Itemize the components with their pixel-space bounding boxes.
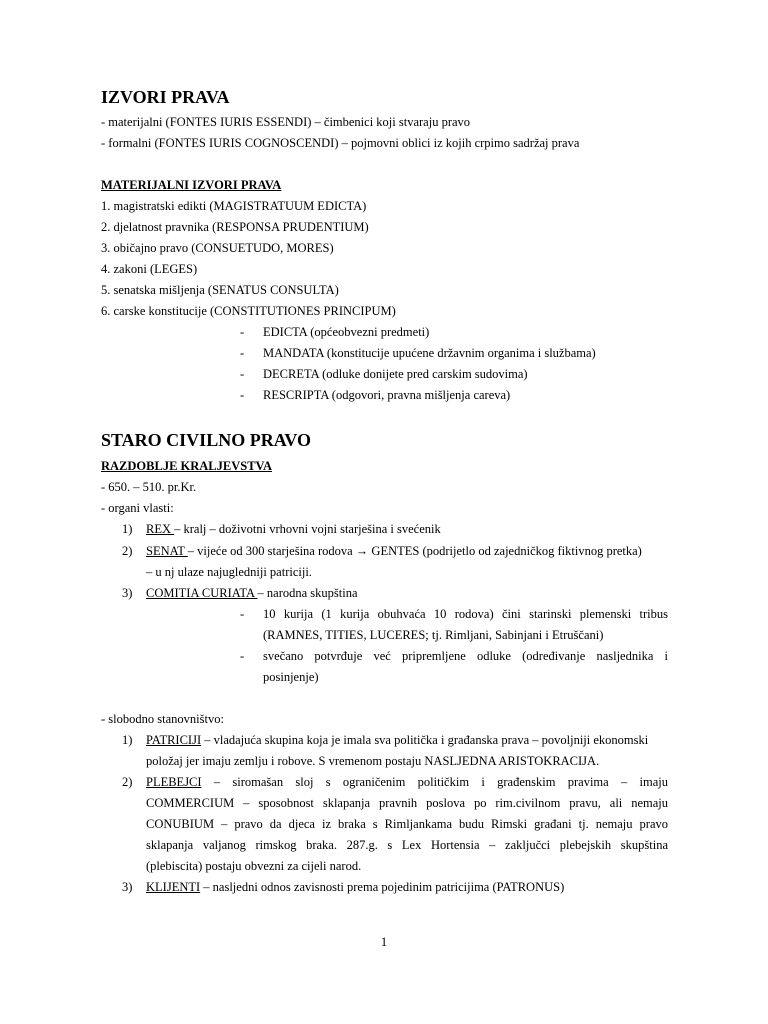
term-description: – narodna skupština — [257, 586, 358, 600]
list-number: 3) — [122, 586, 133, 600]
continuation-line: položaj jer imaju zemlju i robove. S vremenom postaju NASLJEDNA ARISTOKRACIJA. — [146, 754, 600, 768]
text-line: - organi vlasti: — [101, 501, 174, 515]
list-number: 1) — [122, 733, 133, 747]
page-number: 1 — [380, 935, 388, 949]
term: REX — [146, 522, 175, 536]
list-item — [146, 774, 668, 790]
bullet-dash: - — [240, 346, 245, 360]
list-number: 1) — [122, 522, 133, 536]
text-line: - formalni (FONTES IURIS COGNOSCENDI) – pojmovni oblici iz kojih crpimo sadržaj prava — [101, 136, 580, 150]
bullet-dash: - — [240, 649, 245, 663]
sub-list-item: RESCRIPTA (odgovori, pravna mišljenja careva) — [263, 388, 511, 402]
sub-list-item: EDICTA (općeobvezni predmeti) — [263, 325, 430, 339]
list-number: 2) — [122, 775, 133, 789]
section-title-izvori-prava: IZVORI PRAVA — [101, 87, 230, 107]
sub-list-item: svečano potvrđuje već pripremljene odluke (određivanje nasljednika i — [263, 649, 668, 663]
list-item: 2. djelatnost pravnika (RESPONSA PRUDENTIUM) — [101, 220, 369, 234]
text-line: - slobodno stanovništvo: — [101, 712, 224, 726]
continuation-line: (plebiscita) postaju obvezni za cijeli narod. — [146, 859, 362, 873]
sub-list-item: MANDATA (konstitucije upućene državnim organima i službama) — [263, 346, 596, 360]
list-item: 5. senatska mišljenja (SENATUS CONSULTA) — [101, 283, 339, 297]
text-line: - materijalni (FONTES IURIS ESSENDI) – čimbenici koji stvaraju pravo — [101, 115, 471, 129]
list-item — [146, 585, 668, 601]
continuation-line: sklapanja valjanog rimskog braka. 287.g. s Lex Hortensia – zaključci plebejskih skupština — [146, 838, 668, 852]
list-number: 2) — [122, 544, 133, 558]
continuation-line: posinjenje) — [263, 670, 319, 684]
term-description: – siromašan sloj s ograničenim političkim i građenskim pravima – imaju — [201, 775, 668, 789]
list-item: 6. carske konstitucije (CONSTITUTIONES PRINCIPUM) — [101, 304, 396, 318]
list-item — [146, 543, 668, 559]
heading-materijalni-izvori: MATERIJALNI IZVORI PRAVA — [101, 178, 282, 192]
term-description: – nasljedni odnos zavisnosti prema pojedinim patricijima (PATRONUS) — [200, 880, 565, 894]
list-number: 3) — [122, 880, 133, 894]
term: PLEBEJCI — [146, 775, 202, 789]
list-item: 4. zakoni (LEGES) — [101, 262, 198, 276]
term-description: – vladajuća skupina koja je imala sva politička i građanska prava – povoljniji ekonomski — [201, 733, 649, 747]
term-description: – vijeće od 300 starješina rodova → GENTES (podrijetlo od zajedničkog fiktivnog pretka) — [187, 544, 642, 558]
bullet-dash: - — [240, 367, 245, 381]
list-item — [146, 521, 668, 537]
continuation-line: – u nj ulaze najugledniji patriciji. — [146, 565, 312, 579]
heading-razdoblje-kraljevstva: RAZDOBLJE KRALJEVSTVA — [101, 459, 272, 473]
continuation-line: (RAMNES, TITIES, LUCERES; tj. Rimljani, Sabinjani i Etruščani) — [263, 628, 604, 642]
term: COMITIA CURIATA — [146, 586, 258, 600]
continuation-line: CONUBIUM – pravo da djeca iz braka s Rimljankama budu Rimski građani tj. nemaju pravo — [146, 817, 668, 831]
list-item — [146, 879, 668, 895]
term-description: – kralj – doživotni vrhovni vojni starješina i svećenik — [174, 522, 441, 536]
term: KLIJENTI — [146, 880, 201, 894]
list-item: 3. običajno pravo (CONSUETUDO, MORES) — [101, 241, 334, 255]
sub-list-item: 10 kurija (1 kurija obuhvaća 10 rodova) čini starinski plemenski tribus — [263, 607, 668, 621]
term: SENAT — [146, 544, 188, 558]
text-line: - 650. – 510. pr.Kr. — [101, 480, 197, 494]
section-title-staro-civilno-pravo: STARO CIVILNO PRAVO — [101, 430, 312, 450]
term: PATRICIJI — [146, 733, 202, 747]
sub-list-item: DECRETA (odluke donijete pred carskim sudovima) — [263, 367, 528, 381]
continuation-line: COMMERCIUM – sposobnost sklapanja pravnih poslova po rim.civilnom pravu, ali nemaju — [146, 796, 668, 810]
list-item: 1. magistratski edikti (MAGISTRATUUM EDICTA) — [101, 199, 367, 213]
bullet-dash: - — [240, 388, 245, 402]
bullet-dash: - — [240, 607, 245, 621]
bullet-dash: - — [240, 325, 245, 339]
list-item — [146, 732, 668, 748]
